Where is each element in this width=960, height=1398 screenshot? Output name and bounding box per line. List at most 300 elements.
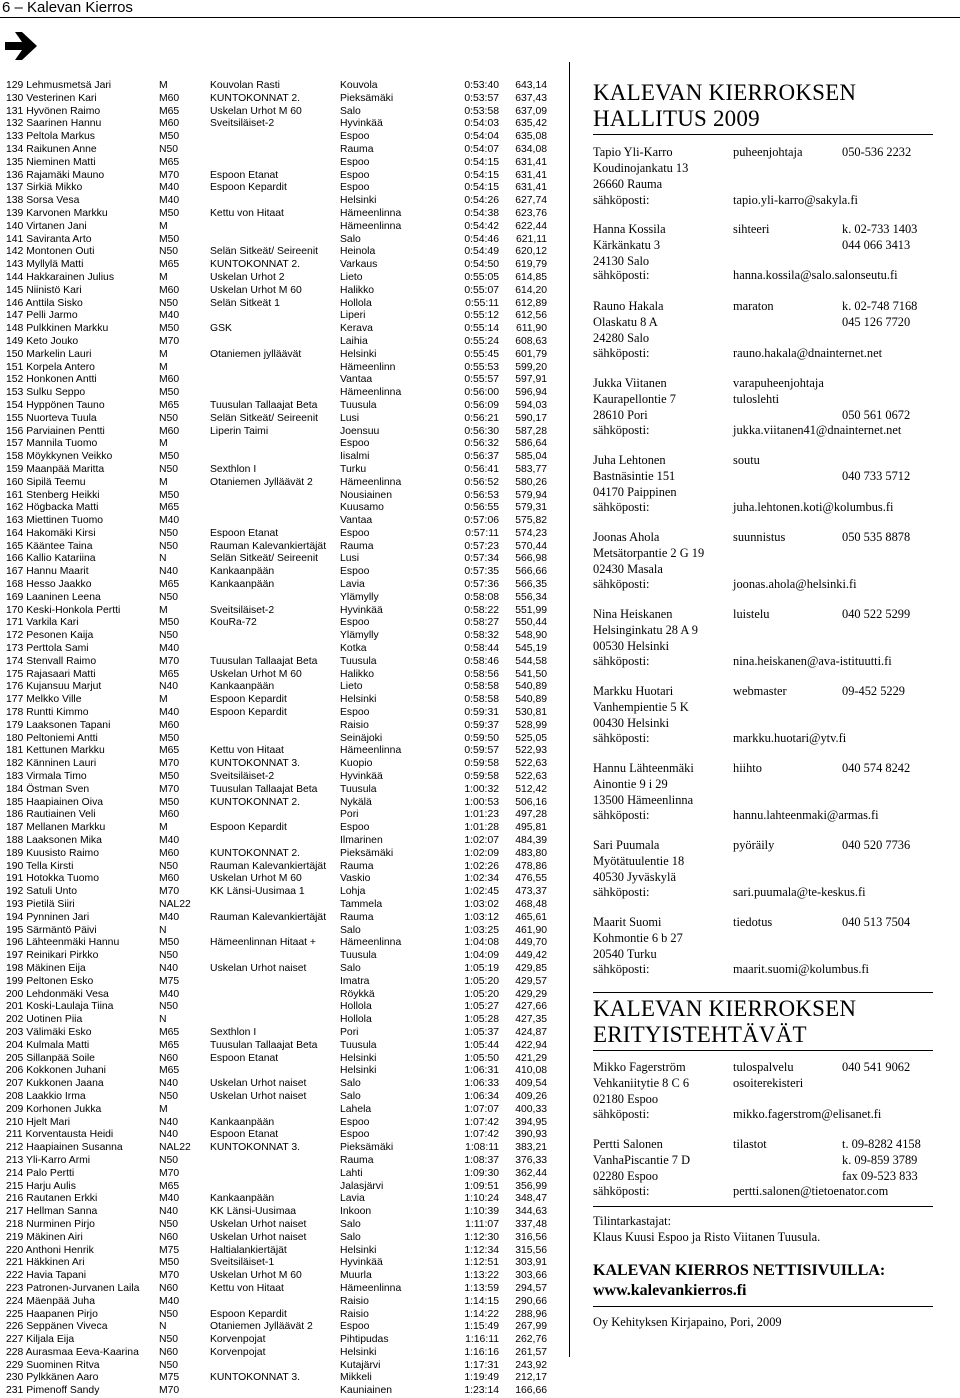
hometown: Imatra bbox=[340, 975, 370, 987]
email-link[interactable]: sari.puumala@te-keskus.fi bbox=[733, 885, 866, 899]
points: 611,90 bbox=[515, 323, 547, 335]
points: 566,35 bbox=[515, 579, 547, 591]
contact-line: 04170 Paippinen bbox=[593, 485, 677, 499]
age-class: M65 bbox=[159, 668, 180, 680]
table-row bbox=[6, 1155, 558, 1168]
table-row bbox=[6, 797, 558, 810]
club-name: KUNTOKONNAT 2. bbox=[210, 259, 301, 271]
table-row bbox=[6, 490, 558, 503]
club-name: Rauman Kalevankiertäjät bbox=[210, 540, 327, 552]
points: 566,98 bbox=[515, 553, 547, 565]
finish-time: 0:58:58 bbox=[464, 694, 499, 706]
contact-line: sähköposti: mikko.fagerstrom@elisanet.fi bbox=[593, 1107, 882, 1121]
finish-time: 1:02:07 bbox=[464, 835, 499, 847]
special-title-rule bbox=[593, 992, 933, 993]
points: 637,43 bbox=[515, 92, 547, 104]
finish-time: 0:53:58 bbox=[464, 105, 499, 117]
contact-line: Ainontie 9 i 29 bbox=[593, 777, 668, 791]
hometown: Seinäjoki bbox=[340, 732, 383, 744]
runner-name: 136 Rajamäki Mauno bbox=[6, 169, 105, 181]
age-class: N50 bbox=[159, 1001, 179, 1013]
finish-time: 0:56:00 bbox=[464, 387, 499, 399]
hometown: Lohja bbox=[340, 886, 366, 898]
web-url-link[interactable]: www.kalevankierros.fi bbox=[593, 1282, 747, 1299]
club-name: Kettu von Hitaat bbox=[210, 1282, 284, 1294]
points: 525,05 bbox=[515, 732, 547, 744]
runner-name: 178 Runtti Kimmo bbox=[6, 707, 89, 719]
table-row bbox=[6, 1385, 558, 1398]
runner-name: 131 Hyvönen Raimo bbox=[6, 105, 101, 117]
finish-time: 1:15:49 bbox=[464, 1321, 499, 1333]
hometown: Helsinki bbox=[340, 694, 377, 706]
contact-line: sähköposti: nina.heiskanen@ava-istituutti.fi bbox=[593, 654, 892, 668]
points: 550,44 bbox=[515, 617, 547, 629]
footer-rule bbox=[593, 1306, 933, 1307]
runner-name: 182 Känninen Lauri bbox=[6, 758, 97, 770]
hometown: Halikko bbox=[340, 668, 375, 680]
points: 528,99 bbox=[515, 719, 547, 731]
hometown: Helsinki bbox=[340, 1065, 377, 1077]
age-class: M40 bbox=[159, 911, 180, 923]
runner-name: 157 Mannila Tuomo bbox=[6, 438, 98, 450]
finish-time: 1:00:32 bbox=[464, 783, 499, 795]
finish-time: 0:57:11 bbox=[465, 527, 499, 539]
finish-time: 0:59:31 bbox=[464, 707, 499, 719]
finish-time: 0:53:57 bbox=[464, 92, 499, 104]
runner-name: 192 Satuli Unto bbox=[6, 886, 78, 898]
runner-name: 228 Aurasmaa Eeva-Kaarina bbox=[6, 1346, 139, 1358]
hometown: Nykälä bbox=[340, 796, 372, 808]
table-row bbox=[6, 848, 558, 861]
age-class: N40 bbox=[159, 566, 179, 578]
runner-name: 205 Sillanpää Soile bbox=[6, 1052, 95, 1064]
table-row bbox=[6, 182, 558, 195]
runner-name: 224 Mäenpää Juha bbox=[6, 1295, 95, 1307]
points: 356,99 bbox=[515, 1180, 547, 1192]
hometown: Lusi bbox=[340, 553, 360, 565]
hometown: Pieksämäki bbox=[340, 92, 394, 104]
table-row bbox=[6, 1104, 558, 1117]
points: 390,93 bbox=[515, 1129, 547, 1141]
table-row bbox=[6, 758, 558, 771]
finish-time: 1:12:34 bbox=[464, 1244, 499, 1256]
points: 608,63 bbox=[515, 335, 547, 347]
runner-name: 200 Lehdonmäki Vesa bbox=[6, 988, 109, 1000]
table-row bbox=[6, 387, 558, 400]
table-row bbox=[6, 106, 558, 119]
points: 548,90 bbox=[515, 630, 547, 642]
age-class: N60 bbox=[159, 1231, 179, 1243]
finish-time: 1:02:45 bbox=[464, 886, 499, 898]
club-name: Kettu von Hitaat bbox=[210, 207, 284, 219]
age-class: N60 bbox=[159, 1052, 179, 1064]
hometown: Salo bbox=[340, 962, 361, 974]
runner-name: 220 Anthoni Henrik bbox=[6, 1244, 94, 1256]
runner-name: 156 Parviainen Pentti bbox=[6, 425, 105, 437]
age-class: N40 bbox=[159, 1129, 179, 1141]
club-name: Uskelan Urhot M 60 bbox=[210, 873, 302, 885]
points: 316,56 bbox=[515, 1231, 547, 1243]
table-row bbox=[6, 745, 558, 758]
contact-line: 24130 Salo bbox=[593, 254, 650, 268]
points: 544,58 bbox=[515, 655, 547, 667]
points: 261,57 bbox=[515, 1346, 547, 1358]
points: 580,26 bbox=[515, 476, 547, 488]
hometown: Kuopio bbox=[340, 758, 373, 770]
hometown: Vaskio bbox=[340, 873, 371, 885]
finish-time: 1:05:44 bbox=[464, 1039, 499, 1051]
runner-name: 166 Kallio Katariina bbox=[6, 553, 96, 565]
age-class: M bbox=[159, 822, 168, 834]
hometown: Salo bbox=[340, 924, 361, 936]
points: 590,17 bbox=[515, 412, 547, 424]
email-link[interactable]: rauno.hakala@dnainternet.net bbox=[733, 346, 883, 360]
contact-line: Kärkänkatu 3 044 066 3413 bbox=[593, 238, 911, 252]
contact-line: sähköposti: juha.lehtonen.koti@kolumbus.fi bbox=[593, 500, 894, 514]
club-name: Selän Sitkeät/ Seireenit bbox=[210, 412, 319, 424]
contact-line: Joonas Ahola suunnistus 050 535 8878 bbox=[593, 530, 911, 544]
age-class: M bbox=[159, 476, 168, 488]
age-class: M bbox=[159, 1103, 168, 1115]
points: 483,80 bbox=[515, 847, 547, 859]
runner-name: 208 Laakkio Irma bbox=[6, 1090, 86, 1102]
runner-name: 175 Rajasaari Matti bbox=[6, 668, 96, 680]
table-row bbox=[6, 1321, 558, 1334]
contact-line: Nina Heiskanen luistelu 040 522 5299 bbox=[593, 607, 911, 621]
email-link[interactable]: jukka.viitanen41@dnainternet.net bbox=[733, 423, 902, 437]
column-divider bbox=[569, 62, 570, 1357]
age-class: N50 bbox=[159, 950, 179, 962]
points: 461,90 bbox=[515, 924, 547, 936]
contact-line: sähköposti: hanna.kossila@salo.salonseutu.fi bbox=[593, 268, 898, 282]
finish-time: 0:54:49 bbox=[464, 246, 499, 258]
age-class: M40 bbox=[159, 988, 180, 1000]
table-row bbox=[6, 809, 558, 822]
hometown: Lahela bbox=[340, 1103, 372, 1115]
hometown: Laihia bbox=[340, 335, 368, 347]
email-link[interactable]: hanna.kossila@salo.salonseutu.fi bbox=[733, 268, 898, 282]
finish-time: 1:04:08 bbox=[464, 937, 499, 949]
table-row bbox=[6, 1001, 558, 1014]
points: 579,31 bbox=[515, 502, 547, 514]
hometown: Joensuu bbox=[340, 425, 380, 437]
table-row bbox=[6, 362, 558, 375]
table-row bbox=[6, 566, 558, 579]
points: 421,29 bbox=[515, 1052, 547, 1064]
finish-time: 1:05:20 bbox=[464, 975, 499, 987]
age-class: M65 bbox=[159, 1180, 180, 1192]
email-link[interactable]: nina.heiskanen@ava-istituutti.fi bbox=[733, 654, 892, 668]
age-class: N bbox=[159, 924, 167, 936]
runner-name: 150 Markelin Lauri bbox=[6, 348, 92, 360]
points: 585,04 bbox=[515, 451, 547, 463]
finish-time: 0:57:06 bbox=[464, 515, 499, 527]
age-class: N40 bbox=[159, 1206, 179, 1218]
table-row bbox=[6, 1078, 558, 1091]
table-row bbox=[6, 323, 558, 336]
club-name: Uskelan Urhot naiset bbox=[210, 1090, 307, 1102]
contact-line: Pertti Salonen tilastot t. 09-8282 4158 bbox=[593, 1137, 921, 1151]
club-name: Kankaanpään bbox=[210, 681, 275, 693]
finish-time: 0:55:05 bbox=[464, 271, 499, 283]
age-class: M70 bbox=[159, 335, 180, 347]
finish-time: 1:05:27 bbox=[464, 1001, 499, 1013]
runner-name: 129 Lehmusmetsä Jari bbox=[6, 80, 112, 91]
printer-credit: Oy Kehityksen Kirjapaino, Pori, 2009 bbox=[593, 1315, 782, 1329]
runner-name: 225 Haapanen Pirjo bbox=[6, 1308, 98, 1320]
finish-time: 1:16:11 bbox=[465, 1334, 499, 1346]
table-row bbox=[6, 771, 558, 784]
right-arrow-icon bbox=[5, 30, 39, 62]
points: 468,48 bbox=[515, 899, 547, 910]
age-class: NAL22 bbox=[159, 899, 191, 910]
club-name: Sveitsiläiset-2 bbox=[210, 771, 275, 783]
runner-name: 222 Havia Tapani bbox=[6, 1270, 87, 1282]
runner-name: 160 Sipilä Teemu bbox=[6, 476, 86, 488]
runner-name: 176 Kujansuu Marjut bbox=[6, 681, 102, 693]
points: 465,61 bbox=[515, 911, 547, 923]
table-row bbox=[6, 502, 558, 515]
runner-name: 183 Virmala Timo bbox=[6, 771, 87, 783]
club-name: Uskelan Urhot naiset bbox=[210, 1218, 307, 1230]
runner-name: 226 Seppänen Viveca bbox=[6, 1321, 108, 1333]
points: 619,79 bbox=[515, 259, 547, 271]
age-class: M65 bbox=[159, 1065, 180, 1077]
hometown: Pieksämäki bbox=[340, 847, 394, 859]
hometown: Espoo bbox=[340, 156, 370, 168]
finish-time: 1:09:51 bbox=[464, 1180, 499, 1192]
runner-name: 142 Montonen Outi bbox=[6, 246, 95, 258]
hometown: Mikkeli bbox=[340, 1372, 372, 1384]
finish-time: 0:56:53 bbox=[464, 489, 499, 501]
runner-name: 153 Sulku Seppo bbox=[6, 387, 86, 399]
finish-time: 0:58:44 bbox=[464, 643, 499, 655]
runner-name: 231 Pimenoff Sandy bbox=[6, 1385, 100, 1397]
table-row bbox=[6, 272, 558, 285]
age-class: M40 bbox=[159, 310, 180, 322]
page-header-title: 6 – Kalevan Kierros bbox=[2, 0, 133, 16]
runner-name: 135 Nieminen Matti bbox=[6, 156, 96, 168]
contact-line: Olaskatu 8 A 045 126 7720 bbox=[593, 315, 911, 329]
hometown: Kauniainen bbox=[340, 1385, 392, 1397]
points: 497,28 bbox=[515, 809, 547, 821]
finish-time: 1:14:22 bbox=[464, 1308, 499, 1320]
club-name: Espoon Etanat bbox=[210, 169, 279, 181]
table-row bbox=[6, 515, 558, 528]
hometown: Kotka bbox=[340, 643, 367, 655]
email-link[interactable]: hannu.lahteenmaki@armas.fi bbox=[733, 808, 879, 822]
finish-time: 1:04:09 bbox=[464, 950, 499, 962]
runner-name: 143 Myllylä Matti bbox=[6, 259, 84, 271]
club-name: KUNTOKONNAT 2. bbox=[210, 796, 301, 808]
hometown: Halikko bbox=[340, 284, 375, 296]
contact-line: sähköposti: markku.huotari@ytv.fi bbox=[593, 731, 847, 745]
email-link[interactable]: tapio.yli-karro@sakyla.fi bbox=[733, 193, 858, 207]
hometown: Kouvola bbox=[340, 80, 378, 91]
finish-time: 0:59:58 bbox=[464, 758, 499, 770]
points: 478,86 bbox=[515, 860, 547, 872]
hometown: Kutajärvi bbox=[340, 1359, 381, 1371]
hometown: Pieksämäki bbox=[340, 1142, 394, 1154]
age-class: M50 bbox=[159, 387, 180, 399]
runner-name: 184 Östman Sven bbox=[6, 783, 90, 795]
club-name: Sexthlon I bbox=[210, 463, 257, 475]
table-row bbox=[6, 1334, 558, 1347]
points: 620,12 bbox=[515, 246, 547, 258]
contact-line: Vanhempientie 5 K bbox=[593, 700, 689, 714]
table-row bbox=[6, 707, 558, 720]
age-class: M60 bbox=[159, 374, 180, 386]
email-link[interactable]: mikko.fagerstrom@elisanet.fi bbox=[733, 1107, 882, 1121]
contact-line: sähköposti: maarit.suomi@kolumbus.fi bbox=[593, 962, 869, 976]
runner-name: 221 Häkkinen Ari bbox=[6, 1257, 85, 1269]
points: 484,39 bbox=[515, 835, 547, 847]
club-name: KK Länsi-Uusimaa 1 bbox=[210, 886, 305, 898]
special-title-1: KALEVAN KIERROKSEN bbox=[593, 996, 857, 1021]
email-link[interactable]: joonas.ahola@helsinki.fi bbox=[733, 577, 857, 591]
hometown: Espoo bbox=[340, 169, 370, 181]
table-row bbox=[6, 1193, 558, 1206]
hometown: Hollola bbox=[340, 1001, 372, 1013]
contact-line: Jukka Viitanen varapuheenjohtaja bbox=[593, 376, 824, 390]
finish-time: 1:06:34 bbox=[464, 1090, 499, 1102]
points: 262,76 bbox=[515, 1334, 547, 1346]
table-row bbox=[6, 681, 558, 694]
points: 556,34 bbox=[515, 591, 547, 603]
contact-line: Hannu Lähteenmäki hiihto 040 574 8242 bbox=[593, 761, 911, 775]
runner-name: 213 Yli-Karro Armi bbox=[6, 1154, 91, 1166]
runner-name: 204 Kulmala Matti bbox=[6, 1039, 90, 1051]
runner-name: 217 Hellman Sanna bbox=[6, 1206, 98, 1218]
age-class: M65 bbox=[159, 1039, 180, 1051]
runner-name: 191 Hotokka Tuomo bbox=[6, 873, 99, 885]
points: 290,66 bbox=[515, 1295, 547, 1307]
finish-time: 0:56:21 bbox=[464, 412, 499, 424]
hometown: Heinola bbox=[340, 246, 376, 258]
runner-name: 148 Pulkkinen Markku bbox=[6, 323, 109, 335]
points: 522,63 bbox=[515, 758, 547, 770]
table-row bbox=[6, 221, 558, 234]
runner-name: 169 Laaninen Leena bbox=[6, 591, 101, 603]
runner-name: 194 Pynninen Jari bbox=[6, 911, 90, 923]
table-row bbox=[6, 950, 558, 963]
points: 522,63 bbox=[515, 771, 547, 783]
age-class: M65 bbox=[159, 745, 180, 757]
hometown: Espoo bbox=[340, 566, 370, 578]
finish-time: 1:02:09 bbox=[464, 847, 499, 859]
age-class: N50 bbox=[159, 630, 179, 642]
finish-time: 1:16:16 bbox=[464, 1346, 499, 1358]
finish-time: 0:54:42 bbox=[464, 220, 499, 232]
contact-line: Juha Lehtonen soutu bbox=[593, 453, 760, 467]
email-link[interactable]: markku.huotari@ytv.fi bbox=[733, 731, 847, 745]
club-name: Otaniemen Jylläävät 2 bbox=[210, 476, 313, 488]
table-row bbox=[6, 1129, 558, 1142]
web-title: KALEVAN KIERROS NETTISIVUILLA: bbox=[593, 1262, 886, 1279]
club-name: Kankaanpään bbox=[210, 1116, 275, 1128]
points: 530,81 bbox=[515, 707, 547, 719]
finish-time: 1:13:59 bbox=[464, 1282, 499, 1294]
runner-name: 214 Palo Pertti bbox=[6, 1167, 75, 1179]
contact-line: VanhaPiscantie 7 D k. 09-859 3789 bbox=[593, 1153, 918, 1167]
club-name: Sveitsiläiset-1 bbox=[210, 1257, 275, 1269]
runner-name: 174 Stenvall Raimo bbox=[6, 655, 97, 667]
table-row bbox=[6, 118, 558, 131]
finish-time: 0:55:53 bbox=[464, 361, 499, 373]
contact-line: Vehkaniitytie 8 C 6 osoiterekisteri bbox=[593, 1076, 804, 1090]
hometown: Hyvinkää bbox=[340, 1257, 383, 1269]
age-class: M50 bbox=[159, 451, 180, 463]
hometown: Iisalmi bbox=[340, 451, 370, 463]
table-row bbox=[6, 1296, 558, 1309]
hometown: Lieto bbox=[340, 271, 363, 283]
hometown: Lavia bbox=[340, 579, 365, 591]
hometown: Hollola bbox=[340, 297, 372, 309]
club-name: Uskelan Urhot M 60 bbox=[210, 284, 302, 296]
hometown: Espoo bbox=[340, 822, 370, 834]
points: 575,82 bbox=[515, 515, 547, 527]
contact-line: Mikko Fagerström tulospalvelu 040 541 9062 bbox=[593, 1060, 911, 1074]
points: 267,99 bbox=[515, 1321, 547, 1333]
age-class: M50 bbox=[159, 323, 180, 335]
points: 614,85 bbox=[515, 271, 547, 283]
hometown: Liperi bbox=[340, 310, 366, 322]
club-name: Espoon Etanat bbox=[210, 527, 279, 539]
points: 635,08 bbox=[515, 131, 547, 143]
hometown: Pori bbox=[340, 809, 359, 821]
email-link[interactable]: juha.lehtonen.koti@kolumbus.fi bbox=[733, 500, 894, 514]
club-name: KK Länsi-Uusimaa bbox=[210, 1206, 297, 1218]
email-link[interactable]: maarit.suomi@kolumbus.fi bbox=[733, 962, 869, 976]
runner-name: 149 Keto Jouko bbox=[6, 335, 79, 347]
runner-name: 140 Virtanen Jani bbox=[6, 220, 87, 232]
runner-name: 212 Haapiainen Susanna bbox=[6, 1142, 123, 1154]
age-class: M bbox=[159, 220, 168, 232]
contact-line: 00430 Helsinki bbox=[593, 716, 670, 730]
age-class: M bbox=[159, 348, 168, 360]
table-row bbox=[6, 298, 558, 311]
club-name: KUNTOKONNAT 3. bbox=[210, 1372, 301, 1384]
age-class: N50 bbox=[159, 1308, 179, 1320]
finish-time: 0:56:32 bbox=[464, 438, 499, 450]
finish-time: 0:54:46 bbox=[464, 233, 499, 245]
age-class: M75 bbox=[159, 1372, 180, 1384]
runner-name: 133 Peltola Markus bbox=[6, 131, 95, 143]
hometown: Salo bbox=[340, 1218, 361, 1230]
age-class: M60 bbox=[159, 118, 180, 130]
age-class: M75 bbox=[159, 1244, 180, 1256]
table-row bbox=[6, 477, 558, 490]
points: 376,33 bbox=[515, 1154, 547, 1166]
contact-line: sähköposti: sari.puumala@te-keskus.fi bbox=[593, 885, 866, 899]
club-name: Hämeenlinnan Hitaat + bbox=[210, 937, 316, 949]
age-class: M bbox=[159, 694, 168, 706]
points: 599,20 bbox=[515, 361, 547, 373]
table-row bbox=[6, 976, 558, 989]
table-row bbox=[6, 656, 558, 669]
runner-name: 141 Saviranta Arto bbox=[6, 233, 92, 245]
email-link[interactable]: pertti.salonen@tietoenator.com bbox=[733, 1184, 889, 1198]
age-class: M65 bbox=[159, 502, 180, 514]
points: 627,74 bbox=[515, 195, 547, 207]
finish-time: 1:03:02 bbox=[464, 899, 499, 910]
points: 473,37 bbox=[515, 886, 547, 898]
age-class: M40 bbox=[159, 1295, 180, 1307]
runner-name: 137 Sirkiä Mikko bbox=[6, 182, 83, 194]
age-class: N50 bbox=[159, 412, 179, 424]
table-row bbox=[6, 208, 558, 221]
points: 583,77 bbox=[515, 463, 547, 475]
